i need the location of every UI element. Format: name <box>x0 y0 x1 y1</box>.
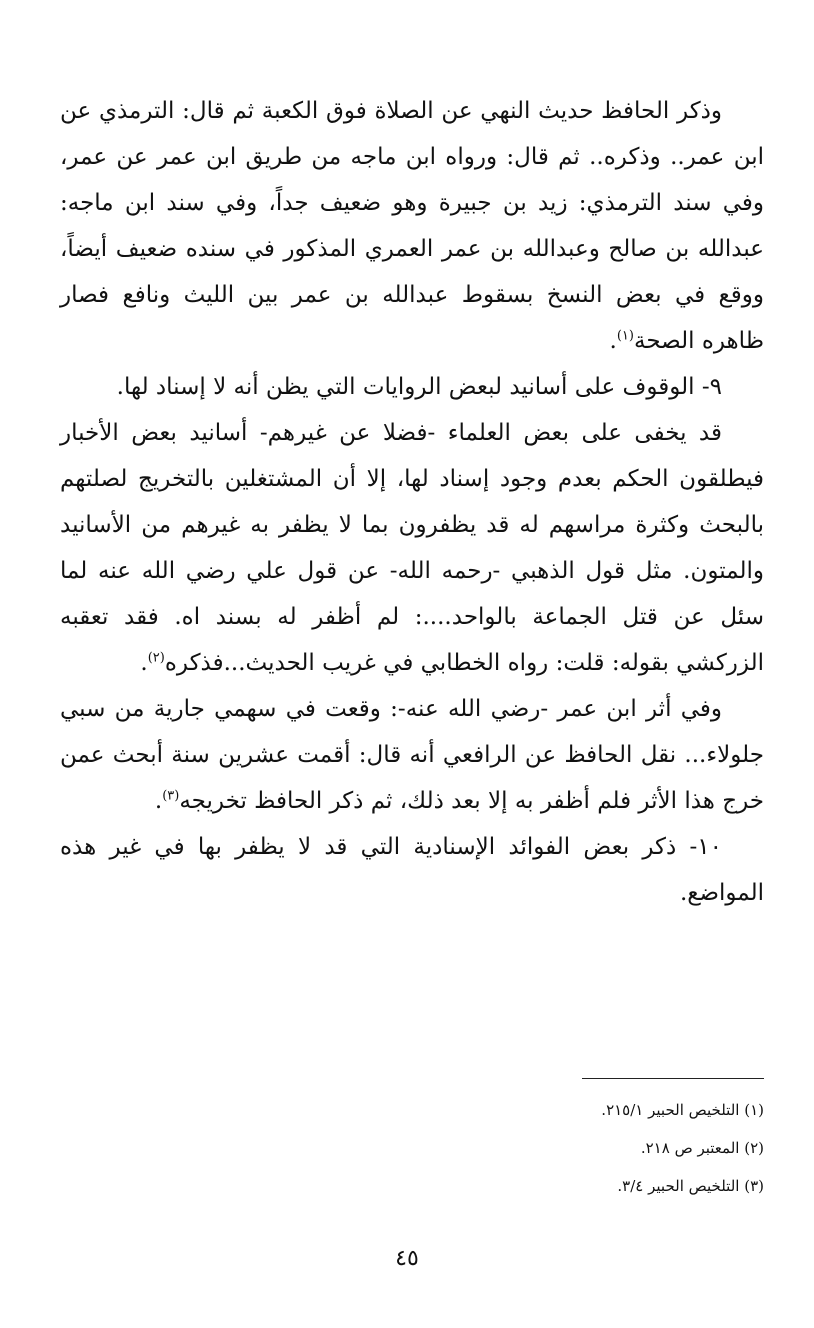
paragraph-text: ٩- الوقوف على أسانيد لبعض الروايات التي يظن أنه لا إسناد لها. <box>116 374 722 400</box>
footnote-1: (١) التلخيص الحبير ٢١٥/١. <box>601 1101 764 1119</box>
paragraph-text: وذكر الحافظ حديث النهي عن الصلاة فوق الكعبة ثم قال: الترمذي عن ابن عمر.. وذكره.. ثم قال: ورواه ابن ماجه من طريق ابن عمر عن عمر، وفي سند الترمذي: زيد بن جبيرة وهو ضعيف جداً، وفي سند ابن ماجه: عبدالله بن صالح وعبدالله بن عمر العمري المذكور في سنده ضعيف أيضاً، ووقع في بعض النسخ بسقوط عبدالله بن عمر بين الليث ونافع فصار ظاهره الصحة <box>60 98 764 354</box>
footnote-2: (٢) المعتبر ص ٢١٨. <box>640 1139 764 1157</box>
footnote-ref-2[interactable]: (٢) <box>147 650 165 666</box>
footnote-3: (٣) التلخيص الحبير ٣/٤. <box>617 1177 764 1195</box>
paragraph-end: . <box>154 788 163 814</box>
heading-item-9 <box>60 364 764 410</box>
page-number: ٤٥ <box>395 1246 419 1271</box>
footnote-ref-1[interactable]: (١) <box>616 328 634 344</box>
footnote-divider <box>582 1078 764 1079</box>
footnote-ref-3[interactable]: (٣) <box>162 788 180 804</box>
paragraph-ibn-umar-athar <box>60 686 764 824</box>
page-body <box>60 88 764 916</box>
footnotes-section <box>60 1078 764 1205</box>
heading-item-10 <box>60 824 764 916</box>
paragraph-text: وفي أثر ابن عمر -رضي الله عنه-: وقعت في سهمي جارية من سبي جلولاء... نقل الحافظ عن الرافعي أنه قال: أقمت عشرين سنة أبحث عمن خرج هذا الأثر فلم أظفر به إلا بعد ذلك، ثم ذكر الحافظ تخريجه <box>60 696 764 814</box>
paragraph-text: قد يخفى على بعض العلماء -فضلا عن غيرهم- أسانيد بعض الأخبار فيطلقون الحكم بعدم وجود إسناد لها، إلا أن المشتغلين بالتخريج لصلتهم بالبحث وكثرة مراسهم له قد يظفرون بما لا يظفر به غيرهم من الأسانيد والمتون. مثل قول الذهبي -رحمه الله- عن قول علي رضي الله عنه لما سئل عن قتل الجماعة بالواحد....: لم أظفر له بسند اه. فقد تعقبه الزركشي بقوله: قلت: رواه الخطابي في غريب الحديث...فذكره <box>60 420 764 676</box>
paragraph-hidden-chains <box>60 410 764 686</box>
paragraph-kaaba-prayer <box>60 88 764 364</box>
paragraph-text: ١٠- ذكر بعض الفوائد الإسنادية التي قد لا يظفر بها في غير هذه المواضع. <box>60 834 764 906</box>
paragraph-end: . <box>140 650 148 676</box>
paragraph-end: . <box>609 328 617 354</box>
